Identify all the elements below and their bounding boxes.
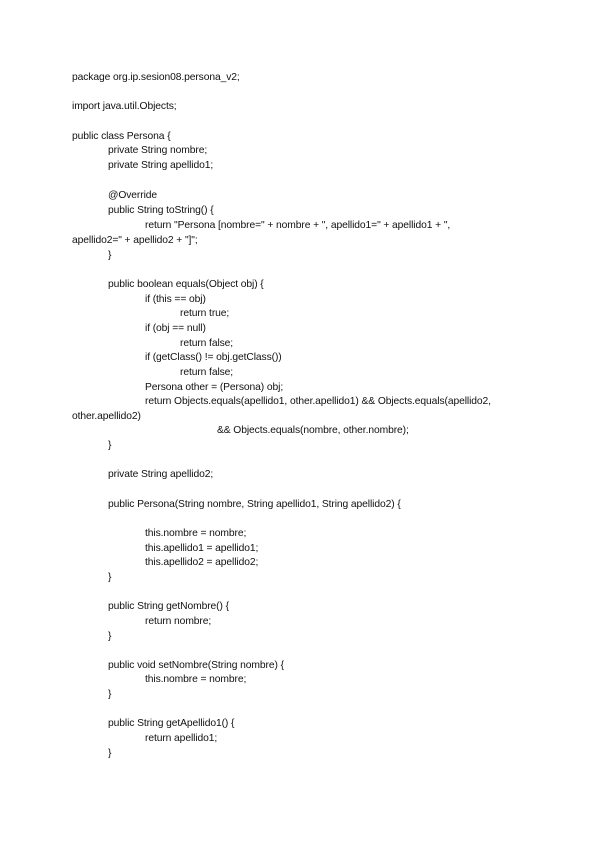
code-line-return-false-2: return false; (180, 367, 234, 378)
code-line-return-nombre: return nombre; (145, 616, 212, 627)
code-line-return-false-1: return false; (180, 338, 234, 349)
code-line-return-true: return true; (180, 308, 230, 319)
code-line-if-null: if (obj == null) (145, 323, 206, 334)
code-line-getnombre-decl: public String getNombre() { (108, 601, 229, 612)
code-line-equals-return-wrap: other.apellido2) (72, 411, 141, 422)
code-line-brace: } (108, 440, 112, 451)
code-line-if-this: if (this == obj) (145, 294, 206, 305)
code-line-field-nombre: private String nombre; (108, 145, 208, 156)
code-line-set-nombre: this.nombre = nombre; (145, 674, 247, 685)
code-line-brace: } (108, 689, 112, 700)
code-line-tostring-return-wrap: apellido2=" + apellido2 + "]"; (72, 235, 198, 246)
code-line-override-annotation: @Override (108, 190, 158, 201)
code-line-assign-apellido2: this.apellido2 = apellido2; (145, 557, 259, 568)
code-line-field-apellido1: private String apellido1; (108, 160, 214, 171)
code-line-constructor-decl: public Persona(String nombre, String apellido1, String apellido2) { (108, 499, 401, 510)
code-line-package: package org.ip.sesion08.persona_v2; (72, 72, 240, 83)
code-line-brace: } (108, 748, 112, 759)
code-line-equals-return-cont: && Objects.equals(nombre, other.nombre); (217, 425, 409, 436)
code-line-if-getclass: if (getClass() != obj.getClass()) (145, 352, 282, 363)
code-line-brace: } (108, 631, 112, 642)
code-line-tostring-decl: public String toString() { (108, 205, 214, 216)
code-line-equals-decl: public boolean equals(Object obj) { (108, 279, 264, 290)
code-line-brace: } (108, 572, 112, 583)
code-line-setnombre-decl: public void setNombre(String nombre) { (108, 660, 284, 671)
code-line-assign-apellido1: this.apellido1 = apellido1; (145, 543, 259, 554)
code-line-equals-return: return Objects.equals(apellido1, other.apellido1) && Objects.equals(apellido2, (145, 396, 491, 407)
code-line-import: import java.util.Objects; (72, 101, 177, 112)
code-line-brace: } (108, 250, 112, 261)
code-line-tostring-return: return "Persona [nombre=" + nombre + ", apellido1=" + apellido1 + ", (145, 220, 451, 231)
code-line-getapellido1-decl: public String getApellido1() { (108, 718, 235, 729)
code-line-assign-nombre: this.nombre = nombre; (145, 528, 247, 539)
code-line-class-decl: public class Persona { (72, 131, 171, 142)
code-line-return-apellido1: return apellido1; (145, 733, 218, 744)
code-line-field-apellido2: private String apellido2; (108, 469, 214, 480)
code-line-cast-other: Persona other = (Persona) obj; (145, 382, 284, 393)
